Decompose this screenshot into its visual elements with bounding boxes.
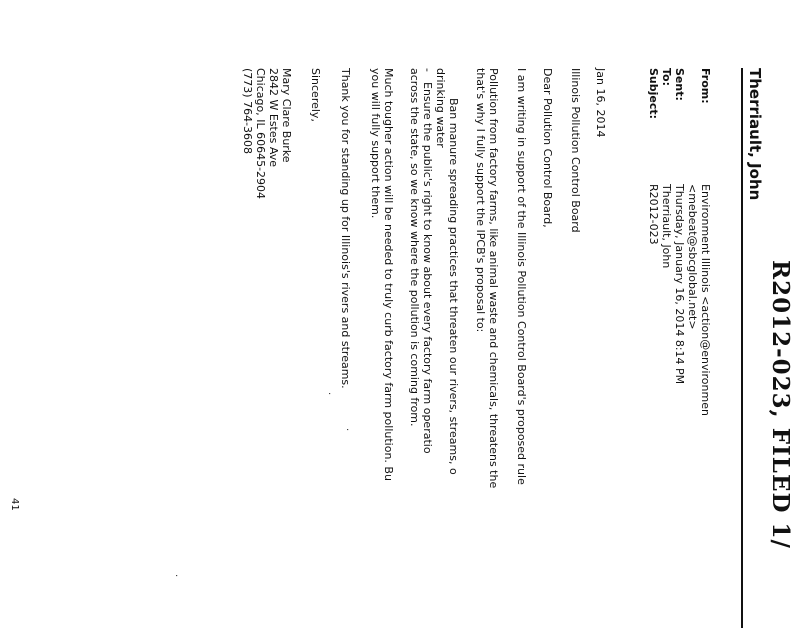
paragraph-2-line-2: you will fully support them. [369,68,382,219]
header-rule [741,68,743,628]
scan-speck: . [326,392,337,396]
thanks-line: Thank you for standing up for Illinois's rivers and streams. [339,68,352,389]
closing-line: Sincerely, [309,68,322,122]
from-email-value: <mebeat@sbcglobal.net> [686,184,699,330]
intro-paragraph: I am writing in support of the Illinois Pollution Control Board's proposed rule [515,68,528,485]
subject-label: Subject: [647,68,660,120]
signature-city: Chicago, IL 60645-2904 [254,68,267,200]
subject-value: R2012-023 [647,184,660,245]
bullet-1-line-2: drinking water [434,68,447,148]
paragraph-2-line-1: Much tougher action will be needed to truly curb factory farm pollution. Bu [382,68,395,481]
paragraph-1-line-2: that's why I fully support the IPCB's proposal to: [474,68,487,333]
signature-phone: (773) 764-3608 [241,68,254,155]
from-value: Environment Illinois <action@environmen [699,184,712,416]
sent-label: Sent: [673,68,686,101]
bullet-2-line-2: across the state, so we know where the pollution is coming from. [408,68,421,427]
from-label: From: [699,68,712,104]
bullet-2-line-1: Ensure the public's right to know about every factory farm operatio [421,82,434,454]
signature-street: 2842 W Estes Ave [267,68,280,168]
filing-stamp: R2012-023, FILED 1/ [767,260,794,549]
bullet-1-line-1: Ban manure spreading practices that threaten our rivers, streams, o [447,98,460,475]
letter-recipient: Illinois Pollution Control Board [569,68,582,233]
paragraph-1-line-1: Pollution from factory farms, like animal waste and chemicals, threatens the [487,68,500,489]
bullet-2-marker: - [421,68,434,72]
letter-salutation: Dear Pollution Control Board, [541,68,554,228]
page-number: 41 [9,498,20,511]
to-label: To: [660,68,673,86]
sender-name: Therriault, John [746,68,764,201]
sent-value: Thursday, January 16, 2014 8:14 PM [673,184,686,385]
signature-name: Mary Clare Burke [280,68,293,163]
scan-speck: . [173,574,184,578]
scan-speck: . [344,428,355,432]
letter-date: Jan 16, 2014 [594,68,607,138]
to-value: Therriault, John [660,184,673,269]
